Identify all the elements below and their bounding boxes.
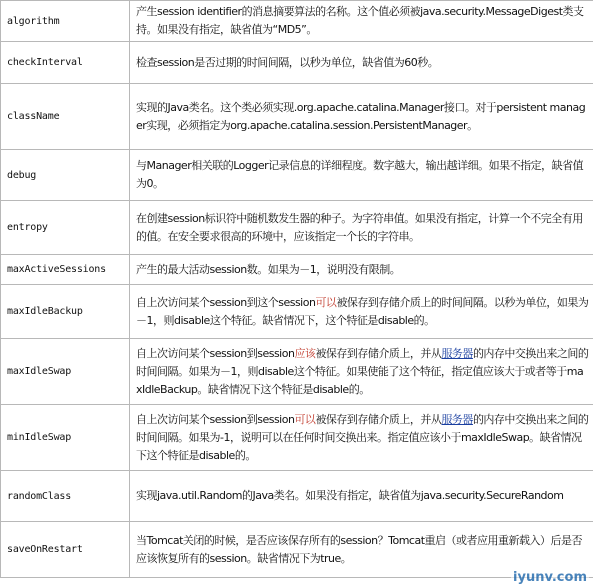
attribute-description [130, 405, 593, 471]
attribute-description [130, 255, 593, 285]
attribute-name: entropy [1, 201, 130, 255]
attribute-description [130, 339, 593, 405]
highlighted-text: 应该 [294, 346, 316, 360]
description-text: 自上次访问某个session到这个session [136, 295, 316, 309]
description-text: 实现的Java类名。这个类必须实现.org.apache.catalina.Manager接口。对于persistent manager实现，必须指定为org.apache.catalina.session.PersistentManager。 [136, 100, 586, 132]
attribute-name: saveOnRestart [1, 522, 130, 578]
description-text: 的内存中交换出来之间的时间间隔。如果为-1，说明可以在任何时间交换出来。指定值应该小于maxIdleSwap。缺省情况下这个特征是disable的。 [136, 412, 589, 462]
description-text: 与Manager相关联的Logger记录信息的详细程度。数字越大，输出越详细。如果不指定，缺省值为0。 [136, 159, 584, 190]
attribute-name: checkInterval [1, 42, 130, 84]
site-watermark: iyunv.com [513, 570, 587, 585]
attribute-name: debug [1, 150, 130, 201]
table-row [1, 339, 593, 405]
attribute-table-body [1, 1, 593, 578]
table-row [1, 285, 593, 339]
attribute-description [130, 42, 593, 84]
attribute-description [130, 1, 593, 42]
table-row [1, 150, 593, 201]
description-text: 产生的最大活动session数。如果为－1，说明没有限制。 [136, 262, 401, 276]
description-text: 的内存中交换出来之间的时间间隔。如果为－1，则disable这个特征。如果使能了这个特征，指定值应该大于或者等于maxIdleBackup。缺省情况下这个特征是disable的。 [136, 346, 589, 396]
attribute-name: maxActiveSessions [1, 255, 130, 285]
server-link[interactable]: 服务器 [441, 412, 473, 426]
description-text: 当Tomcat关闭的时候，是否应该保存所有的session？Tomcat重启（或者应用重新载入）后是否应该恢复所有的session。缺省情况下为true。 [136, 533, 583, 565]
attribute-description [130, 471, 593, 522]
attribute-name: randomClass [1, 471, 130, 522]
table-row [1, 255, 593, 285]
description-text: 被保存到存储介质上，并从 [315, 412, 442, 426]
description-text: 在创建session标识符中随机数发生器的种子。为字符串值。如果没有指定，计算一个不完全有用的值。在安全要求很高的环境中，应该指定一个长的字符串。 [136, 211, 583, 243]
highlighted-text: 可以 [315, 295, 337, 309]
attribute-name: minIdleSwap [1, 405, 130, 471]
description-text: 被保存到存储介质上，并从 [315, 346, 442, 360]
table-row [1, 42, 593, 84]
description-text: 检查session是否过期的时间间隔，以秒为单位，缺省值为60秒。 [136, 55, 439, 69]
attribute-name: maxIdleBackup [1, 285, 130, 339]
attribute-name: maxIdleSwap [1, 339, 130, 405]
description-text: 自上次访问某个session到session [136, 412, 295, 426]
description-text: 自上次访问某个session到session [136, 346, 295, 360]
description-text: 实现java.util.Random的Java类名。如果没有指定，缺省值为java.security.SecureRandom [136, 489, 564, 502]
attribute-name: className [1, 84, 130, 150]
attribute-name: algorithm [1, 1, 130, 42]
table-row [1, 1, 593, 42]
highlighted-text: 可以 [294, 412, 316, 426]
table-row [1, 522, 593, 578]
description-text: 被保存到存储介质上的时间间隔。以秒为单位，如果为－1，则disable这个特征。缺省情况下，这个特征是disable的。 [136, 295, 589, 327]
table-row [1, 471, 593, 522]
attribute-description [130, 84, 593, 150]
description-text: 产生session identifier的消息摘要算法的名称。这个值必须被java.security.MessageDigest类支持。如果没有指定，缺省值为“MD5”。 [136, 5, 584, 36]
table-row [1, 201, 593, 255]
attribute-description [130, 201, 593, 255]
attribute-description [130, 150, 593, 201]
table-row [1, 405, 593, 471]
table-row [1, 84, 593, 150]
attribute-description [130, 285, 593, 339]
server-link[interactable]: 服务器 [441, 346, 473, 360]
